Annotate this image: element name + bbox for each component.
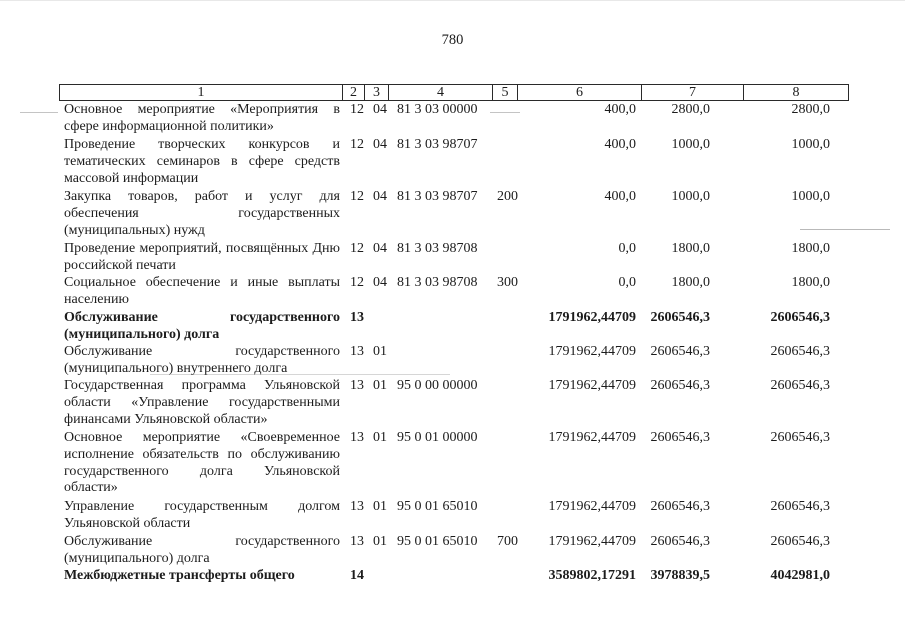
row-name: Проведение мероприятий, посвящённых Дню российской печати [64, 241, 340, 273]
scan-artifact [800, 229, 890, 230]
row-amount-col7: 2606546,3 [650, 430, 710, 445]
row-amount-col8: 2606546,3 [770, 344, 830, 359]
row-amount-col6: 1791962,44709 [548, 499, 636, 514]
row-amount-col6: 400,0 [604, 102, 636, 117]
row-section: 12 [350, 102, 364, 117]
row-name: Межбюджетные трансферты общего [64, 568, 295, 583]
row-name: Обслуживание государственного (муниципального) внутреннего долга [64, 344, 340, 376]
header-col-5: 5 [493, 85, 518, 100]
row-subsection: 04 [373, 102, 387, 117]
row-subsection: 01 [373, 378, 387, 393]
row-section: 13 [350, 534, 364, 549]
row-amount-col7: 1800,0 [671, 275, 710, 290]
row-amount-col7: 2800,0 [671, 102, 710, 117]
row-subsection: 01 [373, 344, 387, 359]
row-name: Закупка товаров, работ и услуг для обеспечения государственных (муниципальных) нужд [64, 189, 340, 238]
row-subsection: 01 [373, 534, 387, 549]
row-amount-col6: 1791962,44709 [548, 344, 636, 359]
row-expense-type: 200 [497, 189, 518, 204]
row-name: Основное мероприятие «Мероприятия в сфере информационной политики» [64, 102, 340, 134]
row-section: 13 [350, 344, 364, 359]
header-col-4: 4 [389, 85, 493, 100]
scan-artifact [150, 374, 450, 375]
row-amount-col8: 2606546,3 [770, 310, 830, 325]
row-subsection: 04 [373, 189, 387, 204]
row-amount-col7: 1000,0 [671, 189, 710, 204]
row-subsection: 01 [373, 430, 387, 445]
header-col-1: 1 [60, 85, 343, 100]
row-amount-col6: 400,0 [604, 137, 636, 152]
row-amount-col8: 1000,0 [791, 189, 830, 204]
row-target-article: 81 3 03 98708 [397, 241, 478, 256]
row-amount-col8: 2606546,3 [770, 430, 830, 445]
row-amount-col8: 2606546,3 [770, 499, 830, 514]
row-name: Управление государственным долгом Ульяновской области [64, 499, 340, 531]
header-col-2: 2 [343, 85, 365, 100]
header-col-7: 7 [642, 85, 744, 100]
row-name: Обслуживание государственного (муниципального) долга [64, 534, 340, 566]
row-target-article: 95 0 01 00000 [397, 430, 478, 445]
header-col-6: 6 [518, 85, 642, 100]
row-amount-col7: 2606546,3 [650, 534, 710, 549]
page-number: 780 [441, 32, 464, 48]
row-amount-col7: 2606546,3 [650, 378, 710, 393]
row-amount-col8: 1800,0 [791, 241, 830, 256]
row-section: 12 [350, 241, 364, 256]
row-amount-col7: 1000,0 [671, 137, 710, 152]
row-amount-col6: 400,0 [604, 189, 636, 204]
scan-artifact [20, 112, 58, 113]
row-target-article: 81 3 03 98708 [397, 275, 478, 290]
row-amount-col6: 3589802,17291 [548, 568, 636, 583]
row-target-article: 95 0 00 00000 [397, 378, 478, 393]
row-section: 13 [350, 310, 364, 325]
row-target-article: 81 3 03 00000 [397, 102, 478, 117]
row-amount-col8: 1800,0 [791, 275, 830, 290]
row-subsection: 04 [373, 241, 387, 256]
row-name: Социальное обеспечение и иные выплаты населению [64, 275, 340, 307]
row-amount-col6: 1791962,44709 [548, 310, 636, 325]
row-amount-col7: 2606546,3 [650, 499, 710, 514]
row-amount-col7: 2606546,3 [650, 344, 710, 359]
row-name: Основное мероприятие «Своевременное исполнение обязательств по обслуживанию государственного долга Ульяновской области» [64, 430, 340, 496]
row-expense-type: 700 [497, 534, 518, 549]
header-col-3: 3 [365, 85, 389, 100]
row-subsection: 04 [373, 275, 387, 290]
row-section: 14 [350, 568, 364, 583]
row-amount-col6: 0,0 [618, 275, 636, 290]
row-section: 13 [350, 378, 364, 393]
row-amount-col7: 2606546,3 [650, 310, 710, 325]
row-name: Проведение творческих конкурсов и тематических семинаров в сфере средств массовой информации [64, 137, 340, 186]
row-amount-col8: 2800,0 [791, 102, 830, 117]
row-target-article: 95 0 01 65010 [397, 499, 478, 514]
row-section: 12 [350, 275, 364, 290]
row-section: 12 [350, 137, 364, 152]
row-section: 13 [350, 499, 364, 514]
row-amount-col8: 1000,0 [791, 137, 830, 152]
row-name: Государственная программа Ульяновской области «Управление государственными финансами Ульяновской области» [64, 378, 340, 427]
row-amount-col6: 1791962,44709 [548, 378, 636, 393]
row-amount-col6: 0,0 [618, 241, 636, 256]
scan-artifact [490, 112, 520, 113]
row-name: Обслуживание государственного (муниципального) долга [64, 310, 340, 342]
row-subsection: 01 [373, 499, 387, 514]
row-subsection: 04 [373, 137, 387, 152]
row-target-article: 81 3 03 98707 [397, 137, 478, 152]
row-amount-col8: 2606546,3 [770, 534, 830, 549]
row-amount-col7: 3978839,5 [650, 568, 710, 583]
header-col-8: 8 [792, 85, 800, 100]
row-section: 12 [350, 189, 364, 204]
row-amount-col7: 1800,0 [671, 241, 710, 256]
row-target-article: 95 0 01 65010 [397, 534, 478, 549]
row-expense-type: 300 [497, 275, 518, 290]
row-target-article: 81 3 03 98707 [397, 189, 478, 204]
row-amount-col8: 4042981,0 [770, 568, 830, 583]
row-amount-col8: 2606546,3 [770, 378, 830, 393]
table-header [59, 84, 849, 101]
row-section: 13 [350, 430, 364, 445]
scan-artifact [0, 0, 905, 1]
row-amount-col6: 1791962,44709 [548, 430, 636, 445]
row-amount-col6: 1791962,44709 [548, 534, 636, 549]
